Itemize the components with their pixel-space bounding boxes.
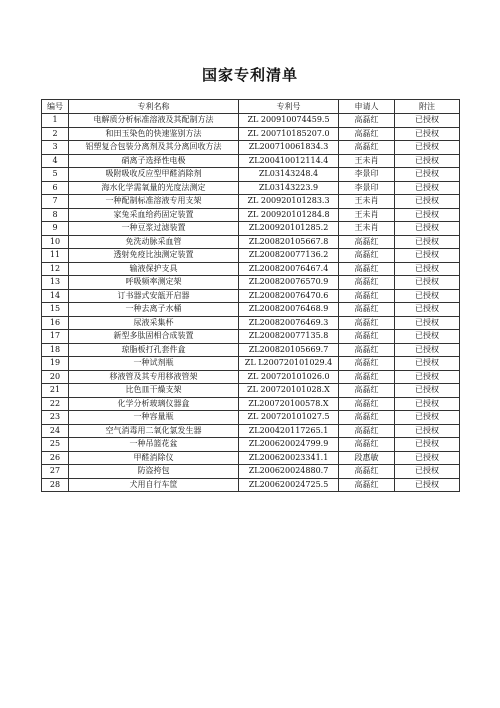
- cell-name: 吸附吸收反应型甲醛消除剂: [69, 168, 239, 182]
- cell-applicant: 高磊红: [339, 235, 395, 249]
- cell-applicant: 高磊红: [339, 262, 395, 276]
- cell-patent: ZL200620023341.1: [239, 451, 339, 465]
- table-row: [42, 289, 460, 303]
- header-name: 专利名称: [69, 100, 239, 114]
- cell-patent: ZL 200720101026.0: [239, 370, 339, 384]
- cell-applicant: 王未肖: [339, 195, 395, 209]
- table-row: [42, 222, 460, 236]
- cell-patent: ZL200410012114.4: [239, 154, 339, 168]
- cell-name: 海水化学需氧量的光度法测定: [69, 181, 239, 195]
- table-header-row: [42, 100, 460, 114]
- cell-num: 9: [42, 222, 69, 236]
- cell-note: 已授权: [395, 411, 460, 425]
- cell-applicant: 李景印: [339, 168, 395, 182]
- cell-num: 10: [42, 235, 69, 249]
- cell-applicant: 王未肖: [339, 208, 395, 222]
- cell-num: 25: [42, 438, 69, 452]
- cell-name: 透射免疫比浊测定装置: [69, 249, 239, 263]
- cell-num: 26: [42, 451, 69, 465]
- cell-num: 15: [42, 303, 69, 317]
- table-row: [42, 276, 460, 290]
- cell-num: 24: [42, 424, 69, 438]
- cell-name: 比色皿干燥支架: [69, 384, 239, 398]
- cell-patent: ZL200820077136.2: [239, 249, 339, 263]
- cell-name: 一种容量瓶: [69, 411, 239, 425]
- table-row: [42, 438, 460, 452]
- cell-name: 甲醛消除仪: [69, 451, 239, 465]
- cell-name: 一种豆浆过滤装置: [69, 222, 239, 236]
- cell-applicant: 高磊红: [339, 316, 395, 330]
- table-row: [42, 343, 460, 357]
- cell-num: 14: [42, 289, 69, 303]
- cell-note: 已授权: [395, 357, 460, 371]
- cell-name: 输液保护支具: [69, 262, 239, 276]
- cell-applicant: 高磊红: [339, 465, 395, 479]
- cell-note: 已授权: [395, 303, 460, 317]
- cell-applicant: 高磊红: [339, 276, 395, 290]
- cell-patent: ZL 200920101283.3: [239, 195, 339, 209]
- cell-num: 6: [42, 181, 69, 195]
- table-row: [42, 141, 460, 155]
- cell-applicant: 高磊红: [339, 289, 395, 303]
- cell-patent: ZL200820076470.6: [239, 289, 339, 303]
- cell-applicant: 高磊红: [339, 384, 395, 398]
- cell-patent: ZL200710061834.3: [239, 141, 339, 155]
- cell-num: 27: [42, 465, 69, 479]
- cell-num: 5: [42, 168, 69, 182]
- cell-applicant: 段惠敏: [339, 451, 395, 465]
- cell-note: 已授权: [395, 222, 460, 236]
- cell-name: 免洗动脉采血管: [69, 235, 239, 249]
- cell-note: 已授权: [395, 114, 460, 128]
- table-row: [42, 181, 460, 195]
- cell-num: 17: [42, 330, 69, 344]
- cell-name: 移液管及其专用移液管架: [69, 370, 239, 384]
- table-row: [42, 330, 460, 344]
- cell-note: 已授权: [395, 249, 460, 263]
- cell-num: 22: [42, 397, 69, 411]
- cell-applicant: 高磊红: [339, 127, 395, 141]
- cell-num: 12: [42, 262, 69, 276]
- cell-patent: ZL200920101285.2: [239, 222, 339, 236]
- cell-patent: ZL03143223.9: [239, 181, 339, 195]
- table-row: [42, 465, 460, 479]
- cell-applicant: 高磊红: [339, 397, 395, 411]
- cell-name: 新型多肽固相合成装置: [69, 330, 239, 344]
- cell-patent: ZL 200920101284.8: [239, 208, 339, 222]
- page-title: 国家专利清单: [201, 66, 298, 84]
- cell-num: 16: [42, 316, 69, 330]
- cell-name: 化学分析玻璃仪器盒: [69, 397, 239, 411]
- table-row: [42, 370, 460, 384]
- cell-note: 已授权: [395, 127, 460, 141]
- cell-name: 家兔采血给药固定装置: [69, 208, 239, 222]
- header-applicant: 申请人: [339, 100, 395, 114]
- header-num: 编号: [42, 100, 69, 114]
- table-row: [42, 127, 460, 141]
- cell-note: 已授权: [395, 438, 460, 452]
- table-row: [42, 451, 460, 465]
- cell-applicant: 高磊红: [339, 424, 395, 438]
- cell-note: 已授权: [395, 276, 460, 290]
- table-row: [42, 384, 460, 398]
- cell-applicant: 高磊红: [339, 249, 395, 263]
- cell-applicant: 高磊红: [339, 370, 395, 384]
- cell-patent: ZL 200910074459.5: [239, 114, 339, 128]
- patent-table: [41, 99, 460, 492]
- table-row: [42, 262, 460, 276]
- cell-note: 已授权: [395, 465, 460, 479]
- table-row: [42, 411, 460, 425]
- cell-patent: ZL200620024725.5: [239, 478, 339, 492]
- cell-applicant: 高磊红: [339, 303, 395, 317]
- table-row: [42, 357, 460, 371]
- table-row: [42, 208, 460, 222]
- cell-applicant: 高磊红: [339, 357, 395, 371]
- cell-patent: ZL200820076469.3: [239, 316, 339, 330]
- cell-note: 已授权: [395, 316, 460, 330]
- cell-patent: ZL03143248.4: [239, 168, 339, 182]
- cell-note: 已授权: [395, 208, 460, 222]
- cell-name: 呼吸频率测定架: [69, 276, 239, 290]
- cell-note: 已授权: [395, 195, 460, 209]
- table-row: [42, 114, 460, 128]
- cell-patent: ZL200720100578.X: [239, 397, 339, 411]
- cell-applicant: 王未肖: [339, 154, 395, 168]
- cell-note: 已授权: [395, 181, 460, 195]
- cell-note: 已授权: [395, 154, 460, 168]
- cell-name: 一种配制标准溶液专用支架: [69, 195, 239, 209]
- cell-note: 已授权: [395, 370, 460, 384]
- cell-num: 19: [42, 357, 69, 371]
- cell-num: 7: [42, 195, 69, 209]
- cell-num: 2: [42, 127, 69, 141]
- cell-applicant: 王未肖: [339, 222, 395, 236]
- cell-patent: ZL200620024880.7: [239, 465, 339, 479]
- cell-name: 铝塑复合包装分离剂及其分离回收方法: [69, 141, 239, 155]
- cell-note: 已授权: [395, 343, 460, 357]
- cell-name: 一种吊篮花盆: [69, 438, 239, 452]
- header-note: 附注: [395, 100, 460, 114]
- table-row: [42, 195, 460, 209]
- cell-name: 和田玉染色的快速鉴别方法: [69, 127, 239, 141]
- cell-patent: ZL200820076468.9: [239, 303, 339, 317]
- table-row: [42, 303, 460, 317]
- cell-patent: ZL200820105667.8: [239, 235, 339, 249]
- cell-applicant: 高磊红: [339, 114, 395, 128]
- cell-num: 18: [42, 343, 69, 357]
- cell-patent: ZL200820076570.9: [239, 276, 339, 290]
- cell-name: 订书器式安瓿开启器: [69, 289, 239, 303]
- cell-note: 已授权: [395, 141, 460, 155]
- table-row: [42, 235, 460, 249]
- cell-name: 尿液采集杯: [69, 316, 239, 330]
- header-patent: 专利号: [239, 100, 339, 114]
- cell-num: 8: [42, 208, 69, 222]
- cell-note: 已授权: [395, 235, 460, 249]
- cell-patent: ZL200420117265.1: [239, 424, 339, 438]
- cell-num: 28: [42, 478, 69, 492]
- cell-name: 空气消毒用二氧化氯发生器: [69, 424, 239, 438]
- cell-applicant: 高磊红: [339, 411, 395, 425]
- cell-num: 4: [42, 154, 69, 168]
- cell-note: 已授权: [395, 330, 460, 344]
- cell-name: 防盗挎包: [69, 465, 239, 479]
- cell-num: 3: [42, 141, 69, 155]
- cell-patent: ZL 200720101027.5: [239, 411, 339, 425]
- table-row: [42, 316, 460, 330]
- cell-note: 已授权: [395, 262, 460, 276]
- cell-name: 电解质分析标准溶液及其配制方法: [69, 114, 239, 128]
- cell-patent: ZL200820077135.8: [239, 330, 339, 344]
- cell-name: 琼脂板打孔套件盒: [69, 343, 239, 357]
- cell-note: 已授权: [395, 384, 460, 398]
- cell-num: 11: [42, 249, 69, 263]
- cell-name: 一种去离子水桶: [69, 303, 239, 317]
- cell-patent: ZL 200720101028.X: [239, 384, 339, 398]
- cell-patent: ZL200820105669.7: [239, 343, 339, 357]
- cell-applicant: 高磊红: [339, 343, 395, 357]
- cell-num: 20: [42, 370, 69, 384]
- cell-note: 已授权: [395, 451, 460, 465]
- table-row: [42, 424, 460, 438]
- cell-note: 已授权: [395, 397, 460, 411]
- cell-applicant: 高磊红: [339, 438, 395, 452]
- cell-applicant: 李景印: [339, 181, 395, 195]
- cell-num: 1: [42, 114, 69, 128]
- table-row: [42, 154, 460, 168]
- cell-applicant: 高磊红: [339, 330, 395, 344]
- cell-num: 13: [42, 276, 69, 290]
- cell-num: 21: [42, 384, 69, 398]
- cell-name: 犬用自行车筐: [69, 478, 239, 492]
- cell-applicant: 高磊红: [339, 141, 395, 155]
- table-row: [42, 397, 460, 411]
- cell-patent: ZL200620024799.9: [239, 438, 339, 452]
- cell-patent: ZL 200710185207.0: [239, 127, 339, 141]
- cell-patent: ZL L200720101029.4: [239, 357, 339, 371]
- cell-patent: ZL200820076467.4: [239, 262, 339, 276]
- table-row: [42, 249, 460, 263]
- cell-num: 23: [42, 411, 69, 425]
- cell-note: 已授权: [395, 424, 460, 438]
- cell-note: 已授权: [395, 289, 460, 303]
- table-row: [42, 478, 460, 492]
- cell-name: 一种试剂瓶: [69, 357, 239, 371]
- cell-name: 硝离子选择性电极: [69, 154, 239, 168]
- cell-note: 已授权: [395, 168, 460, 182]
- cell-applicant: 高磊红: [339, 478, 395, 492]
- table-row: [42, 168, 460, 182]
- cell-note: 已授权: [395, 478, 460, 492]
